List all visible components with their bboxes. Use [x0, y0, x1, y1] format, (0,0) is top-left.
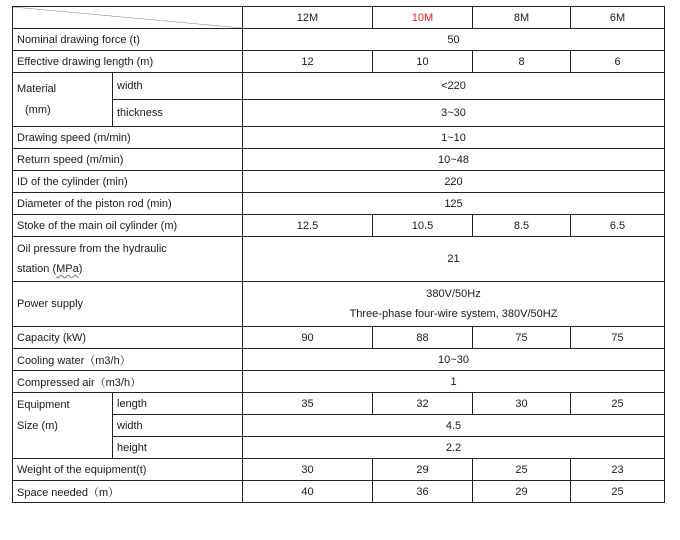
value-weight-12m: 30: [243, 459, 373, 481]
row-power-supply: [13, 282, 665, 327]
value-effective-length-6m: 6: [571, 51, 665, 73]
value-capacity-12m: 90: [243, 327, 373, 349]
value-stoke-6m: 6.5: [571, 215, 665, 237]
value-cooling-water: 10~30: [243, 349, 665, 371]
value-equipment-length-12m: 35: [243, 393, 373, 415]
value-capacity-8m: 75: [473, 327, 571, 349]
value-equipment-length-10m: 32: [373, 393, 473, 415]
row-material-width: [13, 73, 665, 100]
label-equipment-length: length: [113, 393, 243, 415]
row-return-speed: [13, 149, 665, 171]
spec-table: [12, 6, 665, 503]
row-weight: [13, 459, 665, 481]
equipment-unit-text: Size (m): [17, 420, 58, 432]
header-8m: 8M: [473, 7, 571, 29]
oil-pressure-line1: Oil pressure from the hydraulic: [17, 243, 167, 255]
header-row: [13, 7, 665, 29]
value-space-8m: 29: [473, 481, 571, 503]
label-effective-length: Effective drawing length (m): [13, 51, 243, 73]
label-space-needed: Space needed（m）: [13, 481, 243, 503]
value-stoke-12m: 12.5: [243, 215, 373, 237]
label-piston-rod: Diameter of the piston rod (min): [13, 193, 243, 215]
power-line2: Three-phase four-wire system, 380V/50HZ: [349, 308, 558, 320]
label-stoke: Stoke of the main oil cylinder (m): [13, 215, 243, 237]
oil-pressure-unit: MPa: [56, 263, 79, 275]
label-power-supply: Power supply: [13, 282, 243, 327]
value-space-10m: 36: [373, 481, 473, 503]
value-space-12m: 40: [243, 481, 373, 503]
row-stoke: [13, 215, 665, 237]
header-12m: 12M: [243, 7, 373, 29]
value-equipment-width: 4.5: [243, 415, 665, 437]
label-equipment: [13, 393, 113, 459]
value-equipment-height: 2.2: [243, 437, 665, 459]
value-weight-8m: 25: [473, 459, 571, 481]
label-compressed-air: Compressed air（m3/h）: [13, 371, 243, 393]
value-piston-rod: 125: [243, 193, 665, 215]
label-cooling-water: Cooling water（m3/h）: [13, 349, 243, 371]
value-stoke-10m: 10.5: [373, 215, 473, 237]
value-capacity-10m: 88: [373, 327, 473, 349]
value-equipment-length-6m: 25: [571, 393, 665, 415]
label-drawing-speed: Drawing speed (m/min): [13, 127, 243, 149]
row-compressed-air: [13, 371, 665, 393]
header-10m: 10M: [373, 7, 473, 29]
row-cooling-water: [13, 349, 665, 371]
value-equipment-length-8m: 30: [473, 393, 571, 415]
row-drawing-speed: [13, 127, 665, 149]
value-weight-10m: 29: [373, 459, 473, 481]
value-effective-length-10m: 10: [373, 51, 473, 73]
row-piston-rod: [13, 193, 665, 215]
label-material: [13, 73, 113, 127]
value-drawing-speed: 1~10: [243, 127, 665, 149]
header-6m: 6M: [571, 7, 665, 29]
value-space-6m: 25: [571, 481, 665, 503]
value-cylinder-id: 220: [243, 171, 665, 193]
row-equipment-length: [13, 393, 665, 415]
label-equipment-height: height: [113, 437, 243, 459]
label-nominal-force: Nominal drawing force (t): [13, 29, 243, 51]
equipment-label-text: Equipment: [17, 399, 70, 411]
material-label-text: Material: [17, 82, 57, 95]
value-effective-length-12m: 12: [243, 51, 373, 73]
value-capacity-6m: 75: [571, 327, 665, 349]
label-material-width: width: [113, 73, 243, 100]
row-cylinder-id: [13, 171, 665, 193]
value-effective-length-8m: 8: [473, 51, 571, 73]
label-equipment-width: width: [113, 415, 243, 437]
value-oil-pressure: 21: [243, 237, 665, 282]
material-unit-text: (mm): [25, 103, 51, 116]
diagonal-header-cell: [13, 7, 243, 29]
label-oil-pressure: [13, 237, 243, 282]
oil-pressure-prefix: station (: [17, 263, 57, 275]
row-capacity: [13, 327, 665, 349]
value-return-speed: 10~48: [243, 149, 665, 171]
power-line1: 380V/50Hz: [426, 288, 481, 300]
oil-pressure-line2: [17, 259, 238, 279]
label-capacity: Capacity (kW): [13, 327, 243, 349]
row-nominal-force: [13, 29, 665, 51]
value-nominal-force: 50: [243, 29, 665, 51]
row-effective-length: [13, 51, 665, 73]
row-space-needed: [13, 481, 665, 503]
value-weight-6m: 23: [571, 459, 665, 481]
value-compressed-air: 1: [243, 371, 665, 393]
label-return-speed: Return speed (m/min): [13, 149, 243, 171]
label-cylinder-id: ID of the cylinder (min): [13, 171, 243, 193]
row-oil-pressure: [13, 237, 665, 282]
diagonal-line: [13, 7, 242, 28]
value-power-supply: [243, 282, 665, 327]
label-weight: Weight of the equipment(t): [13, 459, 243, 481]
value-material-width: <220: [243, 73, 665, 100]
label-material-thickness: thickness: [113, 100, 243, 127]
value-stoke-8m: 8.5: [473, 215, 571, 237]
value-material-thickness: 3~30: [243, 100, 665, 127]
oil-pressure-suffix: ): [78, 263, 83, 275]
